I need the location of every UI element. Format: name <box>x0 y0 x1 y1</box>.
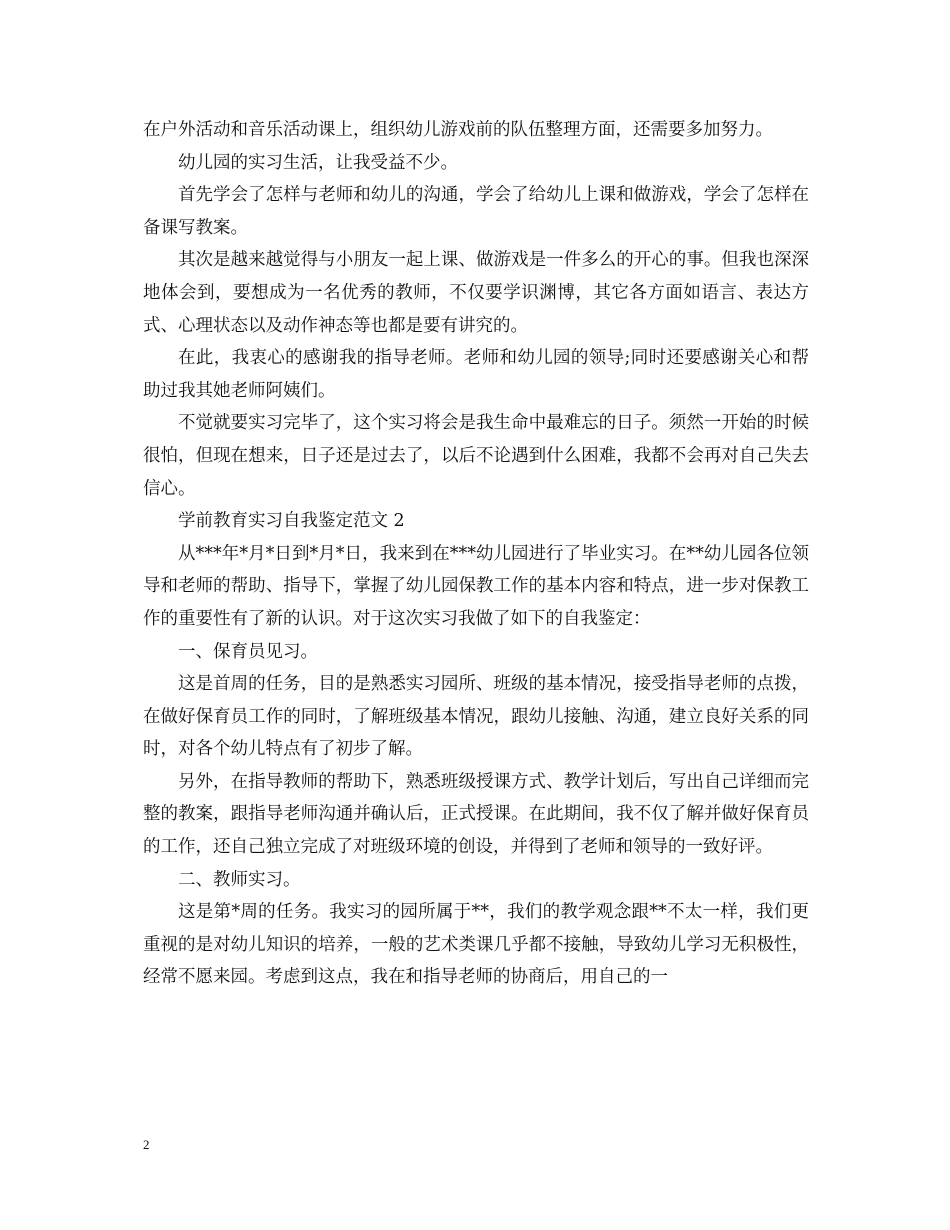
paragraph-11: 另外，在指导教师的帮助下，熟悉班级授课方式、教学计划后，写出自己详细而完整的教案，跟指导老师沟通并确认后，正式授课。在此期间，我不仅了解并做好保育员的工作，还自己独立完成了对班级环境的创设，并得到了老师和领导的一致好评。 <box>143 771 809 858</box>
paragraph-1: 在户外活动和音乐活动课上，组织幼儿游戏前的队伍整理方面，还需要多加努力。 <box>143 120 773 140</box>
page-number: 2 <box>143 1137 150 1152</box>
section-heading-example-2: 学前教育实习自我鉴定范文 2 <box>178 511 405 532</box>
paragraph-13: 这是第*周的任务。我实习的园所属于**，我们的教学观念跟**不太一样，我们更重视的是对幼儿知识的培养，一般的艺术类课几乎都不接触，导致幼儿学习无积极性，经常不愿来园。考虑到这点，我在和指导老师的协商后，用自己的一 <box>143 902 809 988</box>
paragraph-10: 这是首周的任务，目的是熟悉实习园所、班级的基本情况，接受指导老师的点拨，在做好保育员工作的同时，了解班级基本情况，跟幼儿接触、沟通，建立良好关系的同时，对各个幼儿特点有了初步了解。 <box>143 674 809 760</box>
paragraph-3: 首先学会了怎样与老师和幼儿的沟通，学会了给幼儿上课和做游戏，学会了怎样在备课写教案。 <box>143 185 809 238</box>
paragraph-8: 从***年*月*日到*月*日，我来到在***幼儿园进行了毕业实习。在**幼儿园各位领导和老师的帮助、指导下，掌握了幼儿园保教工作的基本内容和特点，进一步对保教工作的重要性有了新的认识。对于这次实习我做了如下的自我鉴定： <box>143 543 809 629</box>
paragraph-6: 不觉就要实习完毕了，这个实习将会是我生命中最难忘的日子。须然一开始的时候很怕，但现在想来，日子还是过去了，以后不论遇到什么困难，我都不会再对自己失去信心。 <box>143 413 809 499</box>
paragraph-2: 幼儿园的实习生活，让我受益不少。 <box>178 152 458 173</box>
section-heading-teacher-internship: 二、教师实习。 <box>178 869 301 890</box>
paragraph-5: 在此，我衷心的感谢我的指导老师。老师和幼儿园的领导;同时还要感谢关心和帮助过我其她老师阿姨们。 <box>143 348 809 401</box>
document-body <box>143 114 809 994</box>
paragraph-4: 其次是越来越觉得与小朋友一起上课、做游戏是一件多么的开心的事。但我也深深地体会到，要想成为一名优秀的教师，不仅要学识渊博，其它各方面如语言、表达方式、心理状态以及动作神态等也都是要有讲究的。 <box>143 250 809 336</box>
section-heading-nursery-assistant: 一、保育员见习。 <box>178 641 318 662</box>
